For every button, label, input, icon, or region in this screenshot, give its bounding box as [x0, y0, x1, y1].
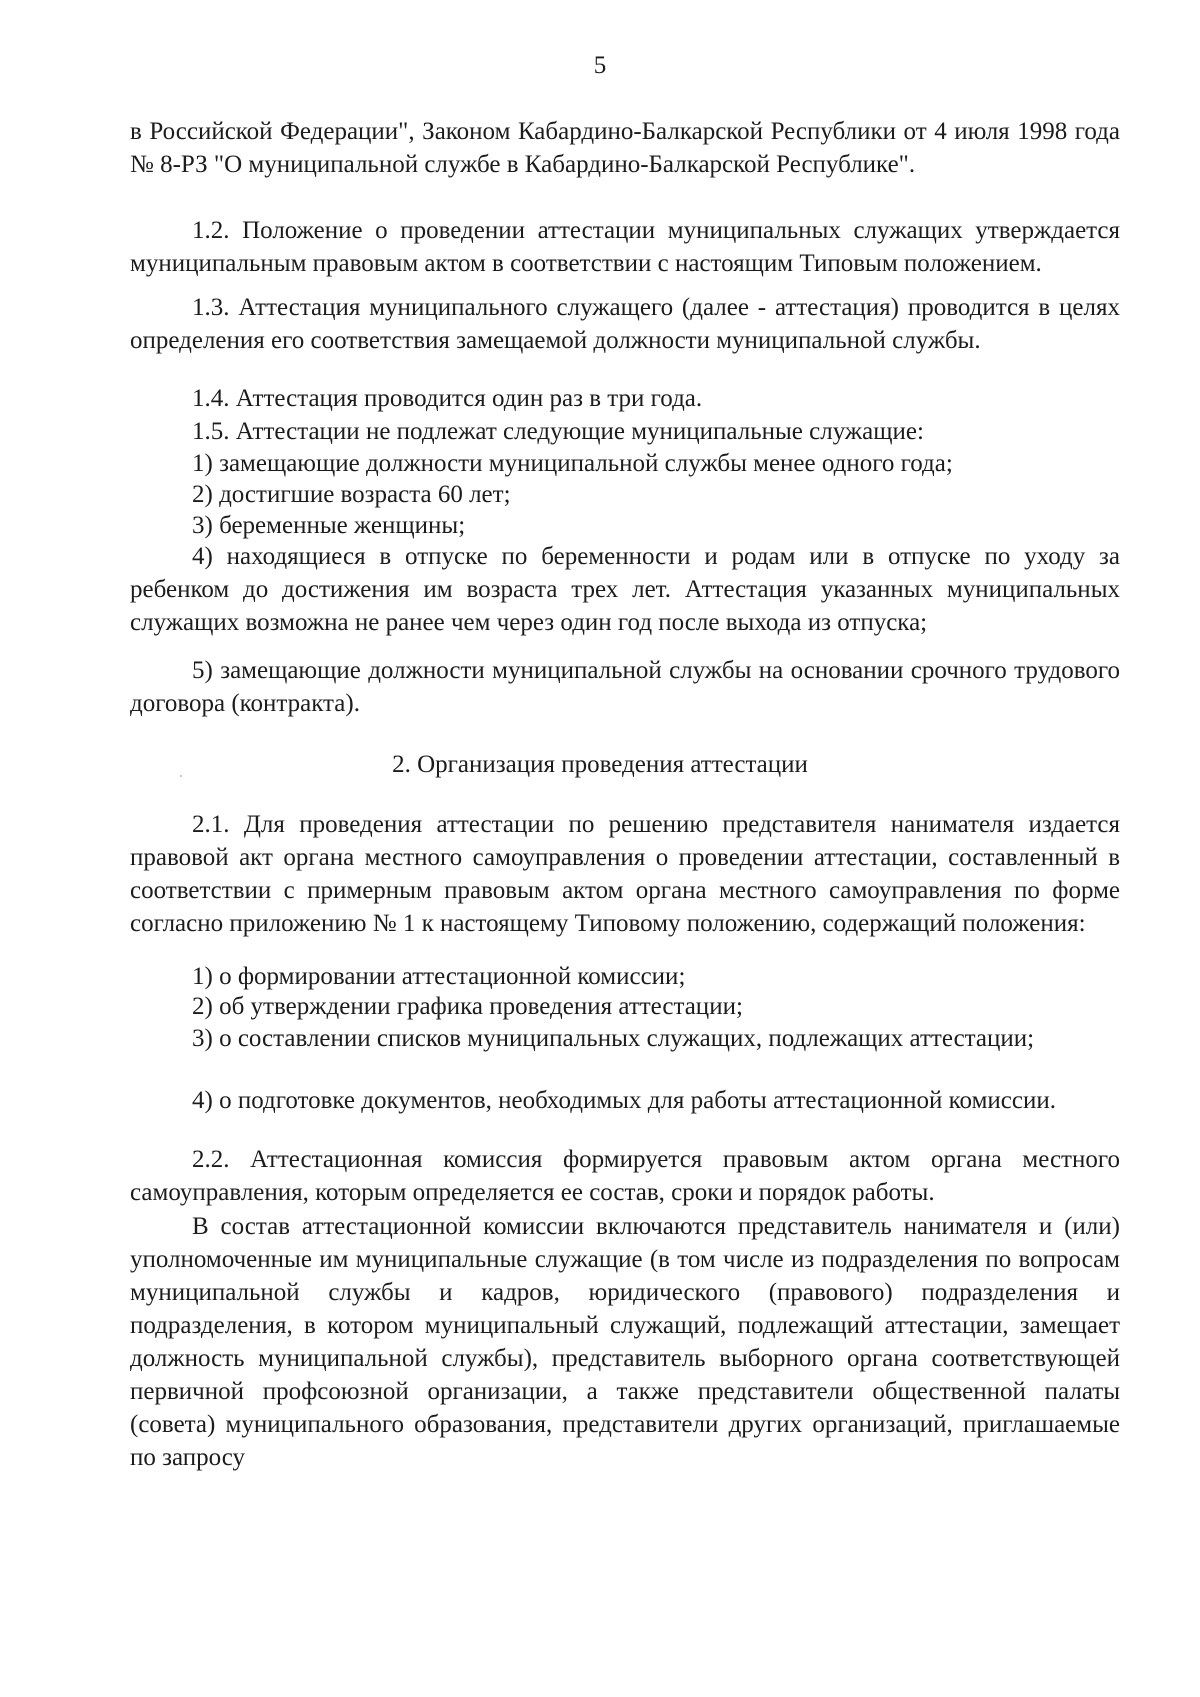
- paragraph-2-2-composition: В состав аттестационной комиссии включаются представитель нанимателя и (или) уполномоченные им муниципальные служащие (в том числе из подразделения по вопросам муниципальной службы и кадров, юридического (правового) подразделения и подразделения, в котором муниципальный служащий, подлежащий аттестации, замещает должность муниципальной службы), представитель выборного органа соответствующей первичной профсоюзной организации, а также представители общественной палаты (совета) муниципального образования, представители других организаций, приглашаемые по запросу: [130, 1213, 1120, 1471]
- list-item-1-5-5: 5) замещающие должности муниципальной службы на основании срочного трудового договора (контракта).: [130, 657, 1120, 717]
- list-item-1-5-1: 1) замещающие должности муниципальной службы менее одного года;: [192, 450, 953, 477]
- paragraph-2-2: 2.2. Аттестационная комиссия формируется правовым актом органа местного самоуправления, которым определяется ее состав, сроки и порядок работы.: [130, 1146, 1120, 1206]
- section-2-heading: 2. Организация проведения аттестации: [392, 751, 808, 778]
- list-item-2-1-1: 1) о формировании аттестационной комиссии;: [192, 963, 686, 990]
- paragraph-1-3: 1.3. Аттестация муниципального служащего (далее - аттестация) проводится в целях определения его соответствия замещаемой должности муниципальной службы.: [130, 294, 1120, 354]
- list-item-2-1-4: 4) о подготовке документов, необходимых для работы аттестационной комиссии.: [192, 1087, 1056, 1114]
- list-item-2-1-2: 2) об утверждении графика проведения аттестации;: [192, 993, 743, 1020]
- scan-speck: [180, 775, 182, 777]
- list-item-1-5-3: 3) беременные женщины;: [192, 512, 466, 539]
- list-item-1-5-2: 2) достигшие возраста 60 лет;: [192, 481, 511, 508]
- paragraph-1-2: 1.2. Положение о проведении аттестации муниципальных служащих утверждается муниципальным правовым актом в соответствии с настоящим Типовым положением.: [130, 217, 1120, 277]
- paragraph-2-1: 2.1. Для проведения аттестации по решению представителя нанимателя издается правовой акт органа местного самоуправления о проведении аттестации, составленный в соответствии с примерным правовым актом органа местного самоуправления по форме согласно приложению № 1 к настоящему Типовому положению, содержащий положения:: [130, 811, 1120, 937]
- paragraph-1-5: 1.5. Аттестации не подлежат следующие муниципальные служащие:: [192, 418, 924, 445]
- list-item-1-5-4: 4) находящиеся в отпуске по беременности и родам или в отпуске по уходу за ребенком до достижения им возраста трех лет. Аттестация указанных муниципальных служащих возможна не ранее чем через один год после выхода из отпуска;: [130, 543, 1120, 636]
- paragraph-law-reference: в Российской Федерации", Законом Кабардино-Балкарской Республики от 4 июля 1998 года № 8-РЗ "О муниципальной службе в Кабардино-Балкарской Республике".: [130, 118, 1120, 178]
- list-item-2-1-3: 3) о составлении списков муниципальных служащих, подлежащих аттестации;: [192, 1025, 1035, 1052]
- paragraph-1-4: 1.4. Аттестация проводится один раз в три года.: [192, 385, 703, 412]
- page-number: 5: [593, 52, 607, 79]
